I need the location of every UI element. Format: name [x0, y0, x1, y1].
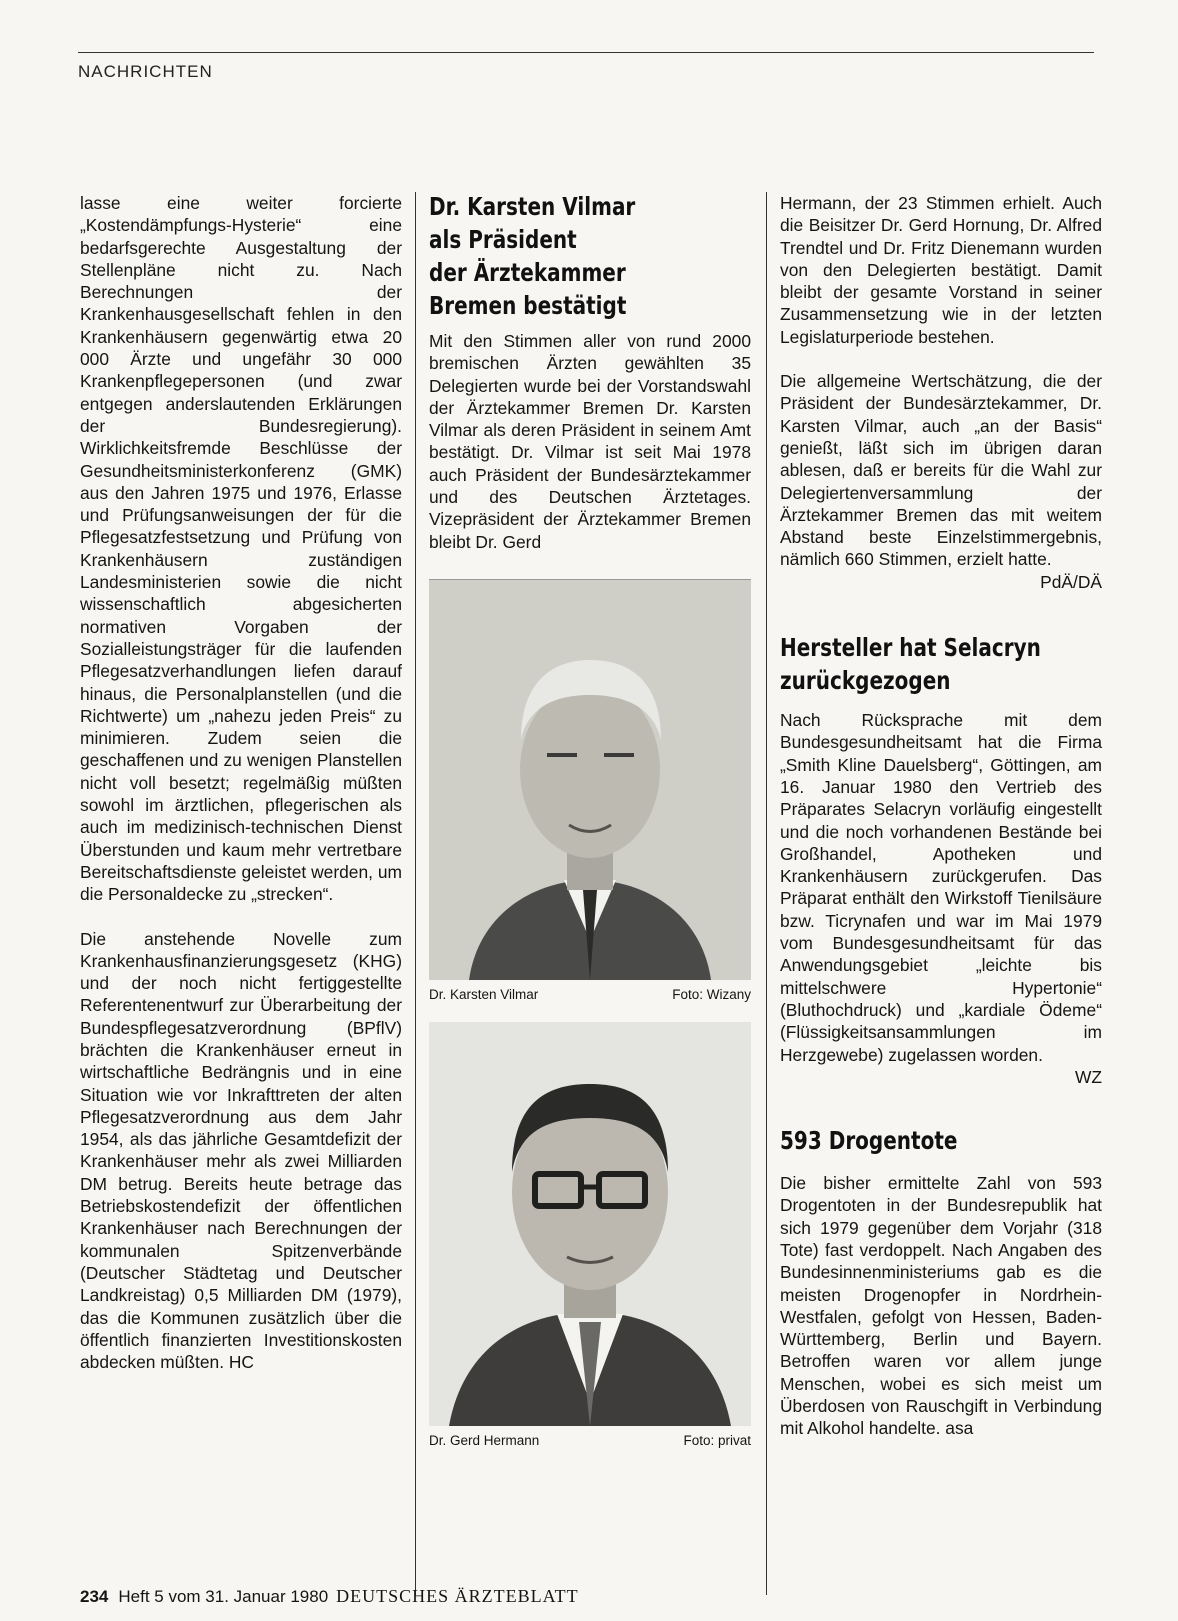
portrait-image	[429, 1022, 751, 1426]
article-selacryn-body: Nach Rücksprache mit dem Bundesgesundheitsamt hat die Firma „Smith Kline Dauelsberg“, Göttingen, am 16. Januar 1980 den Vertrieb des Präparates Selacryn vorläufig eingestellt und die noch vorhandenen Bestände bei Großhandel, Apotheken und Krankenhäusern zurückgerufen. Das Präparat enthält den Wirkstoff Tienilsäure bzw. Ticrynafen und war im Mai 1979 vom Bundesgesundheitsamt für das Anwendungsgebiet „leichte bis mittelschwere Hypertonie“ (Bluthochdruck) und „kardiale Ödeme“ (Flüssigkeitsansammlungen im Herzgewebe) zugelassen worden.	[780, 710, 1102, 1065]
column-divider	[415, 192, 416, 1595]
photo-credit: Foto: privat	[683, 1432, 751, 1448]
issue-info: Heft 5 vom 31. Januar 1980	[118, 1587, 329, 1606]
page-footer	[80, 1586, 579, 1607]
headline-line: Dr. Karsten Vilmar	[429, 192, 636, 221]
headline-line: zurückgezogen	[780, 666, 951, 696]
column-divider	[766, 192, 767, 1595]
magazine-title: DEUTSCHES ÄRZTEBLATT	[336, 1586, 579, 1606]
photo-vilmar	[429, 579, 751, 1004]
article-drogentote-headline	[780, 1124, 1102, 1160]
headline-line: Hersteller hat Selacryn	[780, 633, 1041, 663]
body-paragraph: Die anstehende Novelle zum Krankenhausfinanzierungsgesetz (KHG) und der noch nicht fertiggestellte Referentenentwurf zur Überarbeitung der Bundespflegesatzverordnung (BPflV) brächten die Krankenhäuser erneut in wirtschaftliche Bedrängnis und in eine Situation wie vor Inkrafttreten der alten Pflegesatzverordnung aus dem Jahr 1954, als das jährliche Gesamtdefizit der Krankenhäuser mehr als zwei Milliarden DM betrug. Bereits heute betrage das Betriebskostendefizit der öffentlichen Krankenhäuser nach Berechnungen der kommunalen Spitzenverbände (Deutscher Städtetag und Deutscher Landkreistag) 0,5 Milliarden DM (1979), das die Kommunen zusätzlich über die öffentlich finanzierten Investitionskosten abdecken müßten. HC	[80, 928, 402, 1373]
photo-credit: Foto: Wizany	[672, 986, 751, 1002]
byline: PdÄ/DÄ	[1040, 571, 1102, 592]
article-selacryn-headline	[780, 631, 1102, 701]
article-vilmar-continued: Hermann, der 23 Stimmen erhielt. Auch die Beisitzer Dr. Gerd Hornung, Dr. Alfred Trendtel und Dr. Fritz Dienemann wurden von den Delegierten bestätigt. Damit bleibt der gesamte Vorstand in seiner Zusammensetzung wie in der letzten Legislaturperiode bestehen.	[780, 193, 1102, 347]
article-vilmar-continued: Die allgemeine Wertschätzung, die der Präsident der Bundesärztekammer, Dr. Karsten Vilmar, auch „an der Basis“ genießt, läßt sich im übrigen daran ablesen, daß er bereits für die Wahl zur Delegiertenversammlung der Ärztekammer Bremen das mit weitem Abstand beste Einzelstimmergebnis, nämlich 660 Stimmen, erzielt hatte.	[780, 371, 1102, 570]
headline-line: als Präsident	[429, 225, 577, 254]
article-vilmar-body: Mit den Stimmen aller von rund 2000 bremischen Ärzten gewählten 35 Delegierten wurde bei der Vorstandswahl der Ärztekammer Bremen Dr. Karsten Vilmar als deren Präsident in seinem Amt bestätigt. Dr. Vilmar ist seit Mai 1978 auch Präsident der Bundesärztekammer und des Deutschen Ärztetages. Vizepräsident der Ärztekammer Bremen bleibt Dr. Gerd	[429, 331, 751, 552]
header-rule	[78, 52, 1094, 53]
article-drogentote-body: Die bisher ermittelte Zahl von 593 Drogentoten in der Bundesrepublik hat sich 1979 gegenüber dem Vorjahr (318 Tote) fast verdoppelt. Nach Angaben des Bundesinnenministeriums gab es die meisten Drogenopfer in Nordrhein-Westfalen, gefolgt von Hessen, Baden-Württemberg, Berlin und Bayern. Betroffen waren vor allem junge Menschen, wobei es sich meist um Überdosen von Rauschgift in Verbindung mit Alkohol handelte. asa	[780, 1173, 1102, 1439]
photo-caption: Dr. Gerd Hermann	[429, 1432, 540, 1448]
photo-caption: Dr. Karsten Vilmar	[429, 986, 539, 1002]
headline-line: 593 Drogentote	[780, 1126, 958, 1156]
byline: WZ	[1074, 1066, 1102, 1087]
portrait-image	[429, 579, 751, 980]
article-vilmar-headline	[429, 190, 751, 320]
body-paragraph: lasse eine weiter forcierte „Kostendämpfungs-Hysterie“ eine bedarfsgerechte Ausgestaltung der Stellenpläne nicht zu. Nach Berechnungen der Krankenhausgesellschaft fehlen in den Krankenhäusern gegenwärtig etwa 20 000 Ärzte und ungefähr 30 000 Krankenpflegepersonen (und zwar entgegen anderslautenden Erklärungen der Bundesregierung). Wirklichkeitsfremde Beschlüsse der Gesundheitsministerkonferenz (GMK) aus den Jahren 1975 und 1976, Erlasse und Prüfungsanweisungen der für die Pflegesatzfestsetzung und Prüfung von Krankenhäusern zuständigen Landesministerien sowie die nicht wissenschaftlich abgesicherten normativen Vorgaben der Sozialleistungsträger für die laufenden Pflegesatzverhandlungen liefen darauf hinaus, die Personalplanstellen (und die Richtwerte) um „nahezu jeden Preis“ zu minimieren. Zudem seien die geschaffenen und zu wenigen Planstellen nicht voll besetzt; regelmäßig müßten sowohl im ärztlichen, pflegerischen als auch im medizinisch-technischen Dienst Überstunden und kaum mehr vertretbare Bereitschaftsdienste geleistet werden, um die Personaldecke zu „strecken“.	[80, 193, 402, 905]
photo-hermann	[429, 1022, 751, 1450]
column-right	[780, 192, 1102, 1440]
headline-line: der Ärztekammer	[429, 258, 626, 287]
column-middle	[429, 192, 751, 1450]
section-label: NACHRICHTEN	[78, 62, 213, 81]
page-number: 234	[80, 1587, 109, 1606]
headline-line: Bremen bestätigt	[429, 291, 627, 320]
column-left	[80, 192, 402, 1373]
